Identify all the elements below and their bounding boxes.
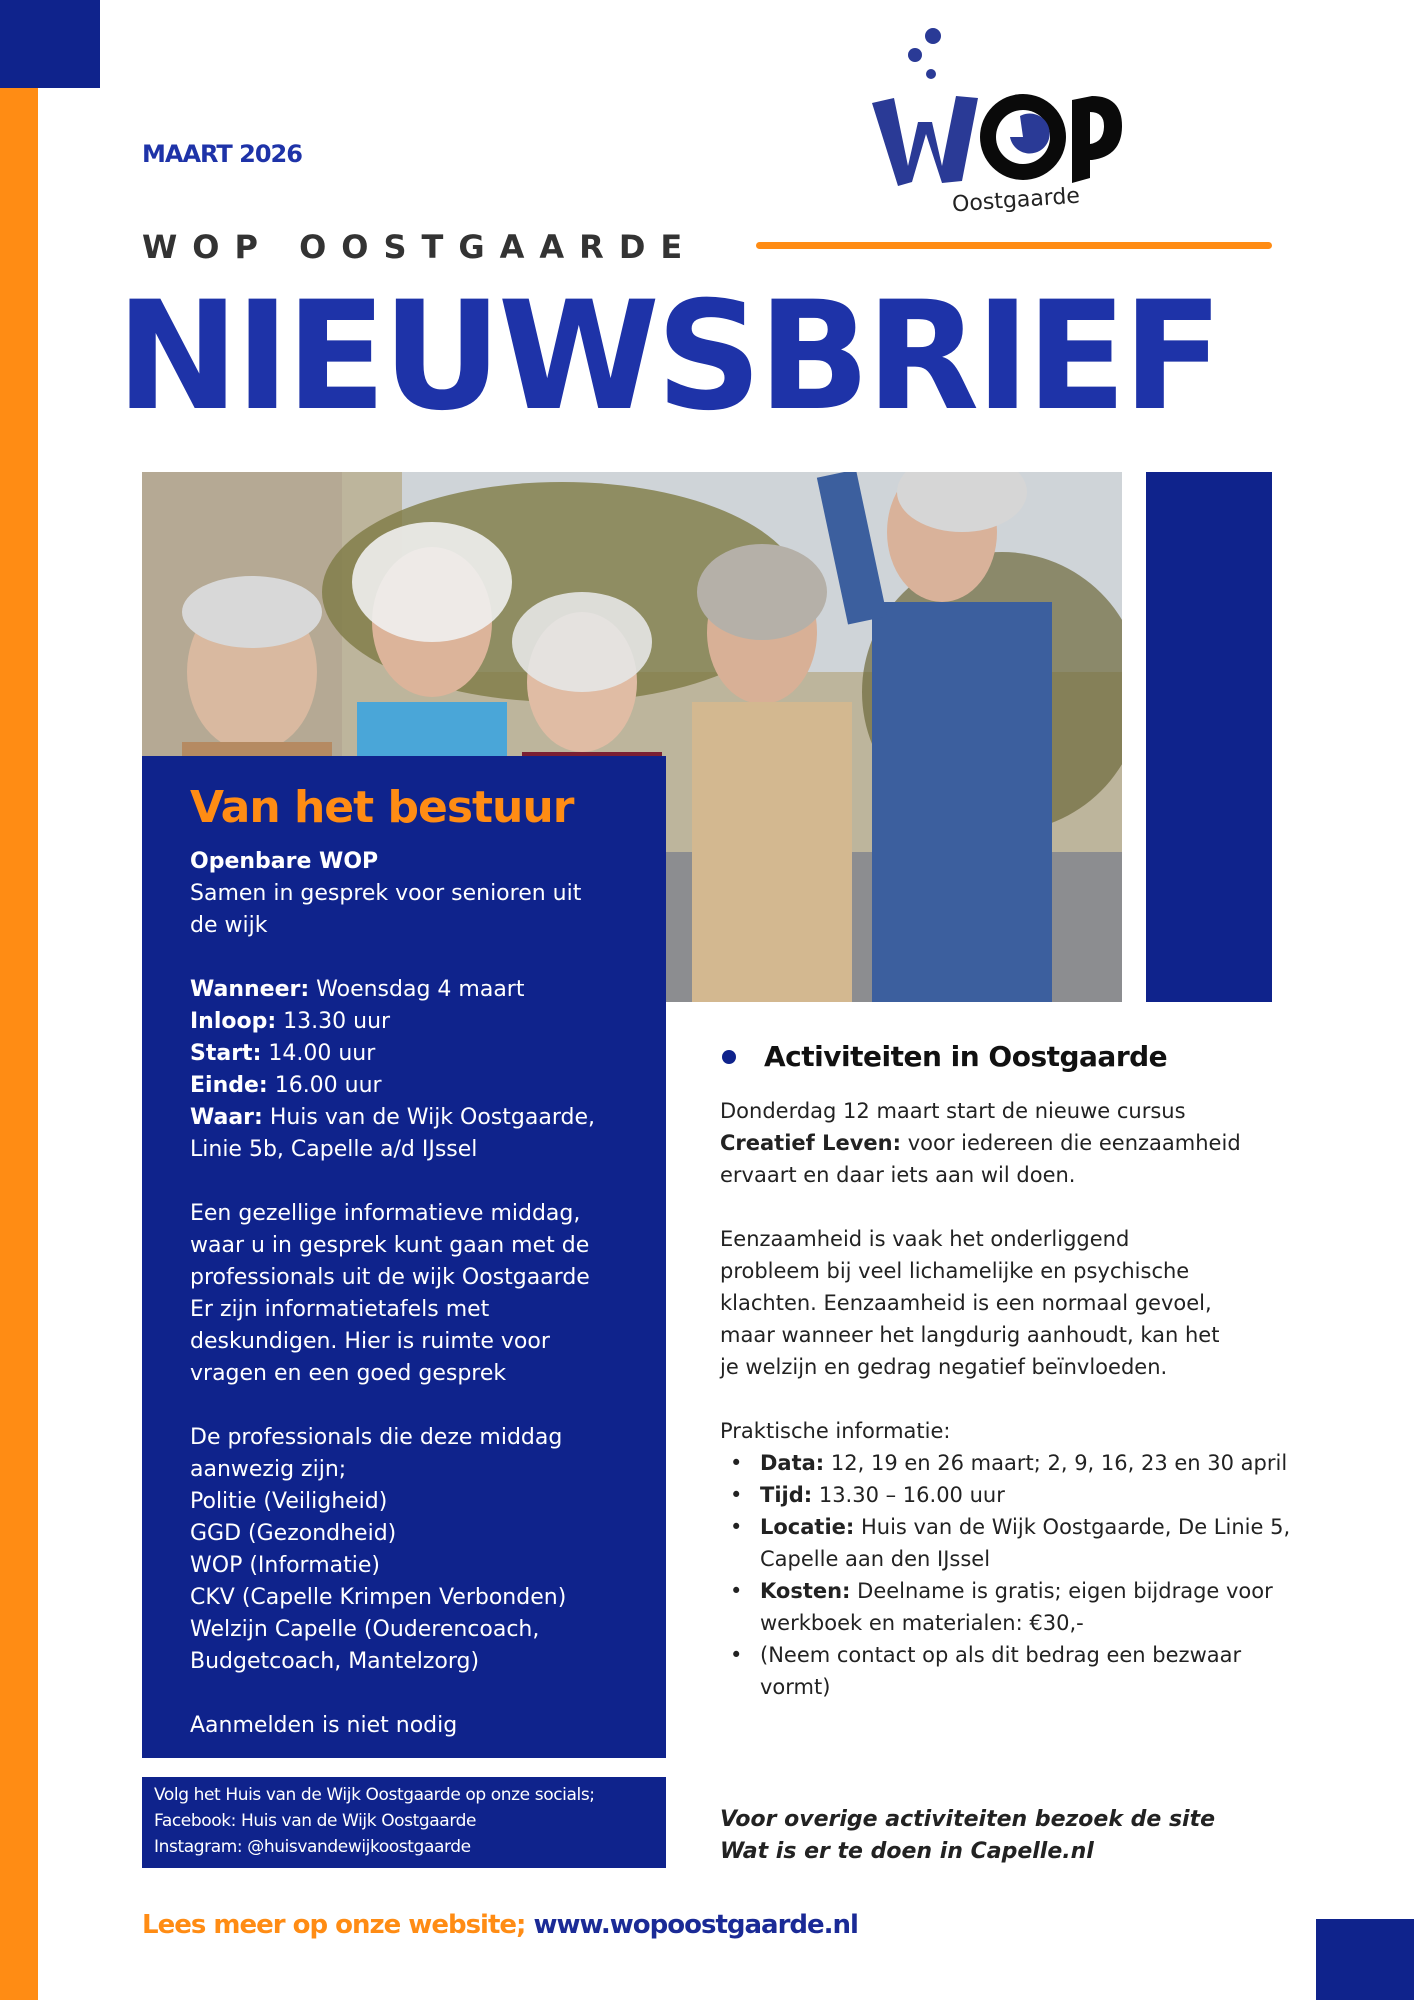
activities-body-line: je welzijn en gedrag negatief beïnvloeden. bbox=[720, 1355, 1168, 1379]
practical-item-dates: • Data: 12, 19 en 26 maart; 2, 9, 16, 23 en 30 april bbox=[720, 1447, 1310, 1479]
professional-item: Welzijn Capelle (Ouderencoach, bbox=[190, 1617, 540, 1643]
more-activities-link[interactable]: Wat is er te doen in Capelle.nl bbox=[720, 1839, 1094, 1864]
professional-item: Politie (Veiligheid) bbox=[190, 1489, 388, 1515]
bestuur-panel bbox=[142, 756, 666, 1758]
socials-box bbox=[142, 1777, 666, 1868]
footer-website bbox=[142, 1910, 858, 1940]
detail-end: Einde: 16.00 uur bbox=[190, 1073, 382, 1099]
detail-where: Waar: Huis van de Wijk Oostgaarde, bbox=[190, 1105, 595, 1131]
bullet-dot-icon bbox=[722, 1050, 736, 1064]
bestuur-description-line: professionals uit de wijk Oostgaarde bbox=[190, 1265, 590, 1291]
newsletter-title: NIEUWSBRIEF bbox=[116, 270, 1220, 444]
activities-body-line: klachten. Eenzaamheid is een normaal gevoel, bbox=[720, 1291, 1212, 1315]
decorative-blue-side-block bbox=[1146, 472, 1272, 1002]
more-activities-line: Voor overige activiteiten bezoek de site bbox=[720, 1807, 1216, 1832]
activities-body-line: maar wanneer het langdurig aanhoudt, kan het bbox=[720, 1323, 1220, 1347]
orange-divider bbox=[756, 242, 1272, 249]
bestuur-description-line: waar u in gesprek kunt gaan met de bbox=[190, 1233, 590, 1259]
practical-item-note: • (Neem contact op als dit bedrag een bezwaar vormt) bbox=[720, 1639, 1310, 1703]
course-name: Creatief Leven: bbox=[720, 1131, 902, 1155]
practical-item-time: • Tijd: 13.30 – 16.00 uur bbox=[720, 1479, 1310, 1511]
detail-address: Linie 5b, Capelle a/d IJssel bbox=[190, 1137, 478, 1163]
activities-heading: Activiteiten in Oostgaarde bbox=[764, 1040, 1168, 1073]
logo-subtitle: Oostgaarde bbox=[951, 183, 1081, 218]
socials-intro: Volg het Huis van de Wijk Oostgaarde op onze socials; bbox=[154, 1785, 595, 1805]
professional-item: GGD (Gezondheid) bbox=[190, 1521, 397, 1547]
decorative-orange-side-bar bbox=[0, 88, 38, 2000]
decorative-blue-square-top-left bbox=[0, 0, 100, 88]
issue-date: MAART 2026 bbox=[142, 140, 302, 168]
registration-note: Aanmelden is niet nodig bbox=[190, 1713, 458, 1739]
footer-lead-text: Lees meer op onze website; bbox=[142, 1910, 534, 1940]
bestuur-intro: Samen in gesprek voor senioren uit bbox=[190, 881, 582, 907]
bestuur-description-line: Er zijn informatietafels met bbox=[190, 1297, 490, 1323]
practical-list bbox=[720, 1447, 1310, 1703]
practical-item-costs: • Kosten: Deelname is gratis; eigen bijdrage voor werkboek en materialen: €30,- bbox=[720, 1575, 1310, 1639]
more-activities-note bbox=[720, 1804, 1215, 1868]
detail-when: Wanneer: Woensdag 4 maart bbox=[190, 977, 525, 1003]
website-link[interactable]: www.wopoostgaarde.nl bbox=[533, 1910, 858, 1940]
professional-item: Budgetcoach, Mantelzorg) bbox=[190, 1649, 480, 1675]
bestuur-heading: Van het bestuur bbox=[190, 782, 574, 833]
detail-walk-in: Inloop: 13.30 uur bbox=[190, 1009, 391, 1035]
activities-intro: ervaart en daar iets aan wil doen. bbox=[720, 1163, 1076, 1187]
professionals-intro: aanwezig zijn; bbox=[190, 1457, 347, 1483]
socials-instagram[interactable]: Instagram: @huisvandewijkoostgaarde bbox=[154, 1837, 471, 1857]
activities-body-line: probleem bij veel lichamelijke en psychische bbox=[720, 1259, 1190, 1283]
activities-intro: Donderdag 12 maart start de nieuwe cursus bbox=[720, 1099, 1186, 1123]
organization-name: WOP OOSTGAARDE bbox=[142, 228, 698, 266]
bestuur-description-line: Een gezellige informatieve middag, bbox=[190, 1201, 581, 1227]
activities-section bbox=[720, 1040, 1310, 1703]
bestuur-intro: de wijk bbox=[190, 913, 268, 939]
bestuur-description-line: deskundigen. Hier is ruimte voor bbox=[190, 1329, 550, 1355]
practical-item-location: • Locatie: Huis van de Wijk Oostgaarde, De Linie 5, Capelle aan den IJssel bbox=[720, 1511, 1310, 1575]
socials-facebook[interactable]: Facebook: Huis van de Wijk Oostgaarde bbox=[154, 1811, 477, 1831]
professional-item: CKV (Capelle Krimpen Verbonden) bbox=[190, 1585, 567, 1611]
activities-intro: Creatief Leven: voor iedereen die eenzaamheid bbox=[720, 1131, 1241, 1155]
bestuur-subheading: Openbare WOP bbox=[190, 849, 379, 875]
detail-start: Start: 14.00 uur bbox=[190, 1041, 376, 1067]
practical-heading: Praktische informatie: bbox=[720, 1419, 951, 1443]
professional-item: WOP (Informatie) bbox=[190, 1553, 380, 1579]
professionals-intro: De professionals die deze middag bbox=[190, 1425, 563, 1451]
decorative-blue-square-bottom-right bbox=[1316, 1919, 1414, 2000]
bestuur-description-line: vragen en een goed gesprek bbox=[190, 1361, 507, 1387]
activities-body-line: Eenzaamheid is vaak het onderliggend bbox=[720, 1227, 1130, 1251]
